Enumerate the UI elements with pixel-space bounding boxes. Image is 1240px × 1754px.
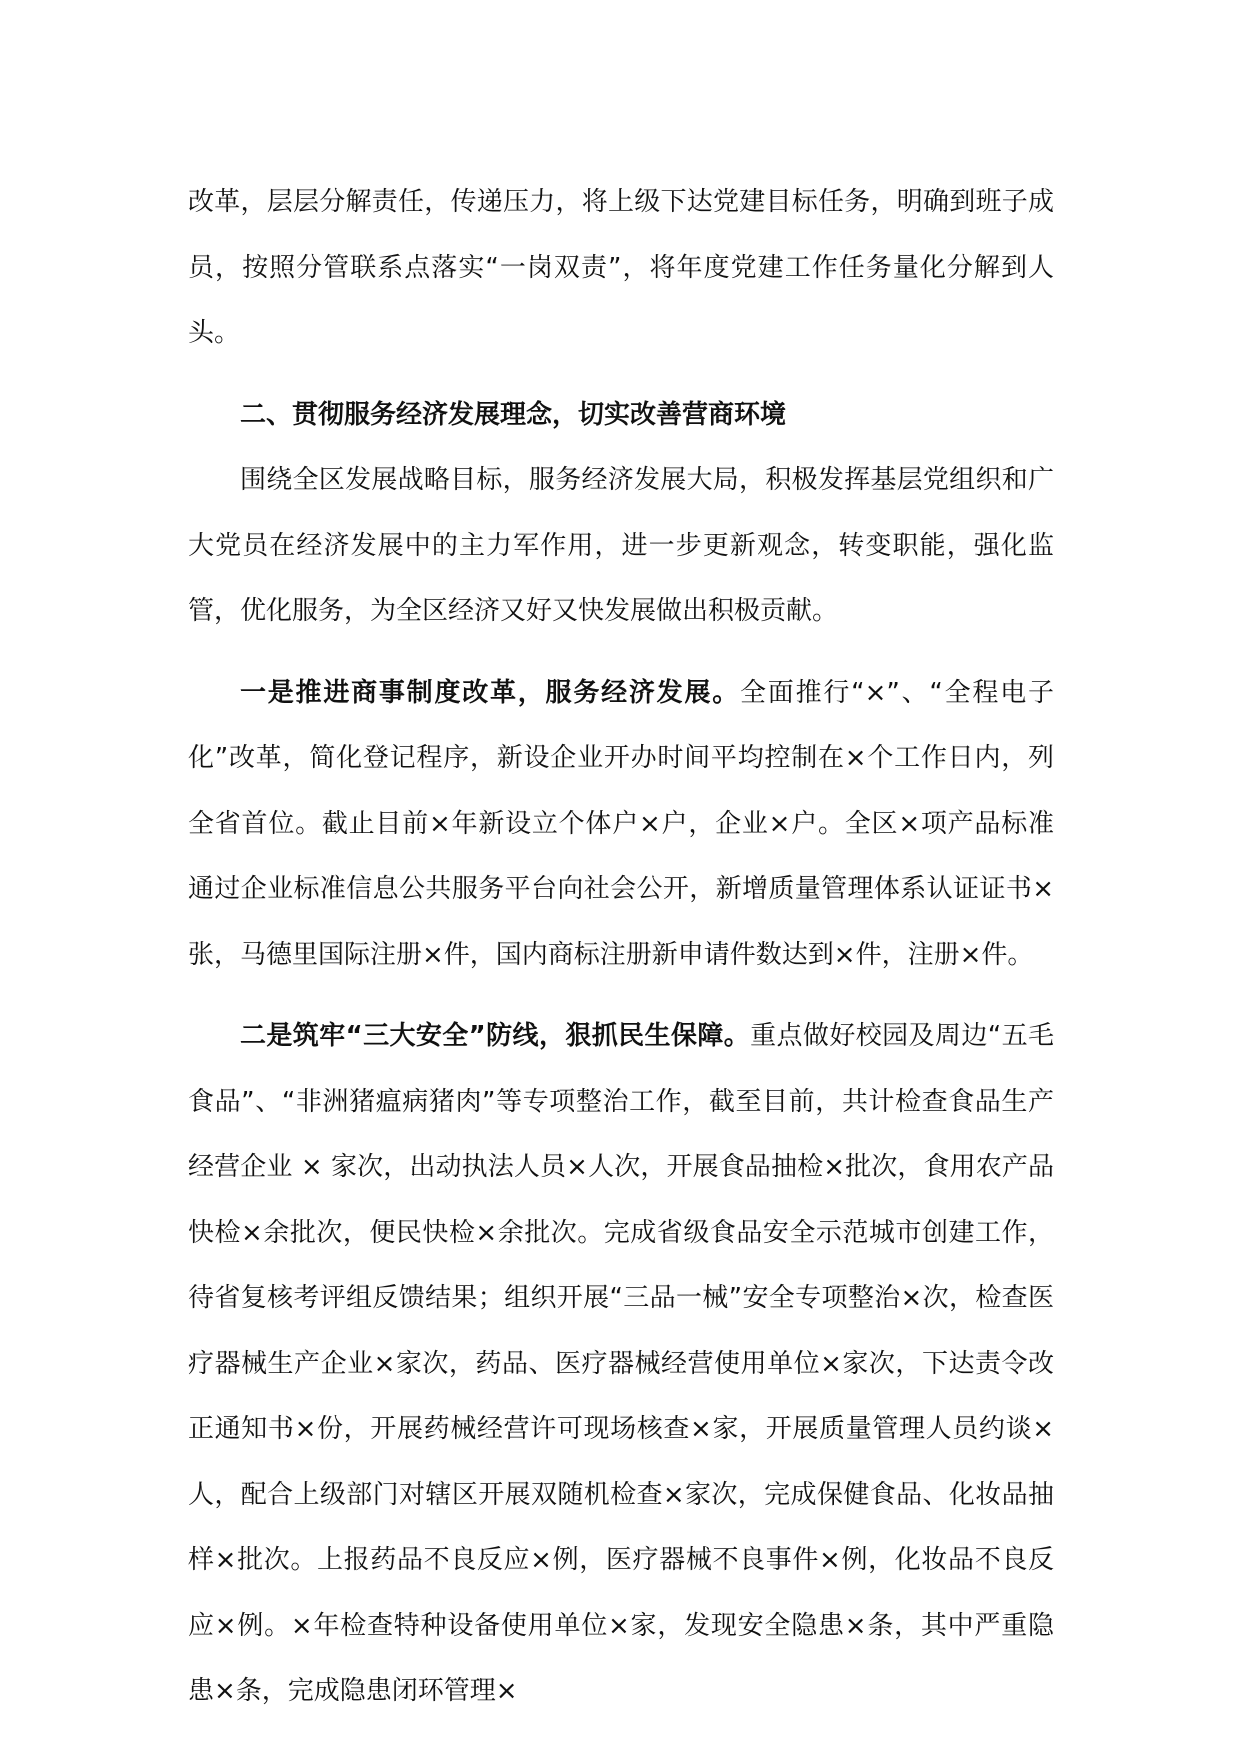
paragraph-gap <box>188 988 1054 1004</box>
item-lead-2: 二是筑牢“三大安全”防线，狠抓民生保障。 <box>240 1021 751 1051</box>
paragraph-gap <box>188 645 1054 661</box>
item-body-1: 全面推行“×”、“全程电子化”改革，简化登记程序，新设企业开办时间平均控制在×个工作日内，列全省首位。截止目前×年新设立个体户×户，企业×户。全区×项产品标准通过企业标准信息公共服务平台向社会公开，新增质量管理体系认证证书×张，马德里国际注册×件，国内商标注册新申请件数达到×件，注册×件。 <box>188 677 1054 970</box>
item-lead-1: 一是推进商事制度改革，服务经济发展。 <box>240 677 741 708</box>
item-body-2: 重点做好校园及周边“五毛食品”、“非洲猪瘟病猪肉”等专项整治工作，截至目前，共计检查食品生产经营企业 × 家次，出动执法人员×人次，开展食品抽检×批次，食用农产品快检×余批次，便民快检×余批次。完成省级食品安全示范城市创建工作，待省复核考评组反馈结果；组织开展“三品一械”安全专项整治×次，检查医疗器械生产企业×家次，药品、医疗器械经营使用单位×家次，下达责令改正通知书×份，开展药械经营许可现场核查×家，开展质量管理人员约谈×人，配合上级部门对辖区开展双随机检查×家次，完成保健食品、化妆品抽样×批次。上报药品不良反应×例，医疗器械不良事件×例，化妆品不良反应×例。×年检查特种设备使用单位×家，发现安全隐患×条，其中严重隐患×条，完成隐患闭环管理× <box>188 1021 1054 1706</box>
document-body <box>188 170 1054 1725</box>
section-heading: 二、贯彻服务经济发展理念，切实改善营商环境 <box>240 399 787 430</box>
item-paragraph-2 <box>188 1004 1054 1725</box>
paragraph-gap <box>188 367 1054 383</box>
paragraph-continued: 改革，层层分解责任，传递压力，将上级下达党建目标任务，明确到班子成员，按照分管联系点落实“一岗双责”，将年度党建工作任务量化分解到人头。 <box>188 187 1054 348</box>
item-paragraph-1 <box>188 661 1054 989</box>
section-intro-paragraph: 围绕全区发展战略目标，服务经济发展大局，积极发挥基层党组织和广大党员在经济发展中的主力军作用，进一步更新观念，转变职能，强化监管，优化服务，为全区经济又好又快发展做出积极贡献。 <box>188 465 1054 626</box>
